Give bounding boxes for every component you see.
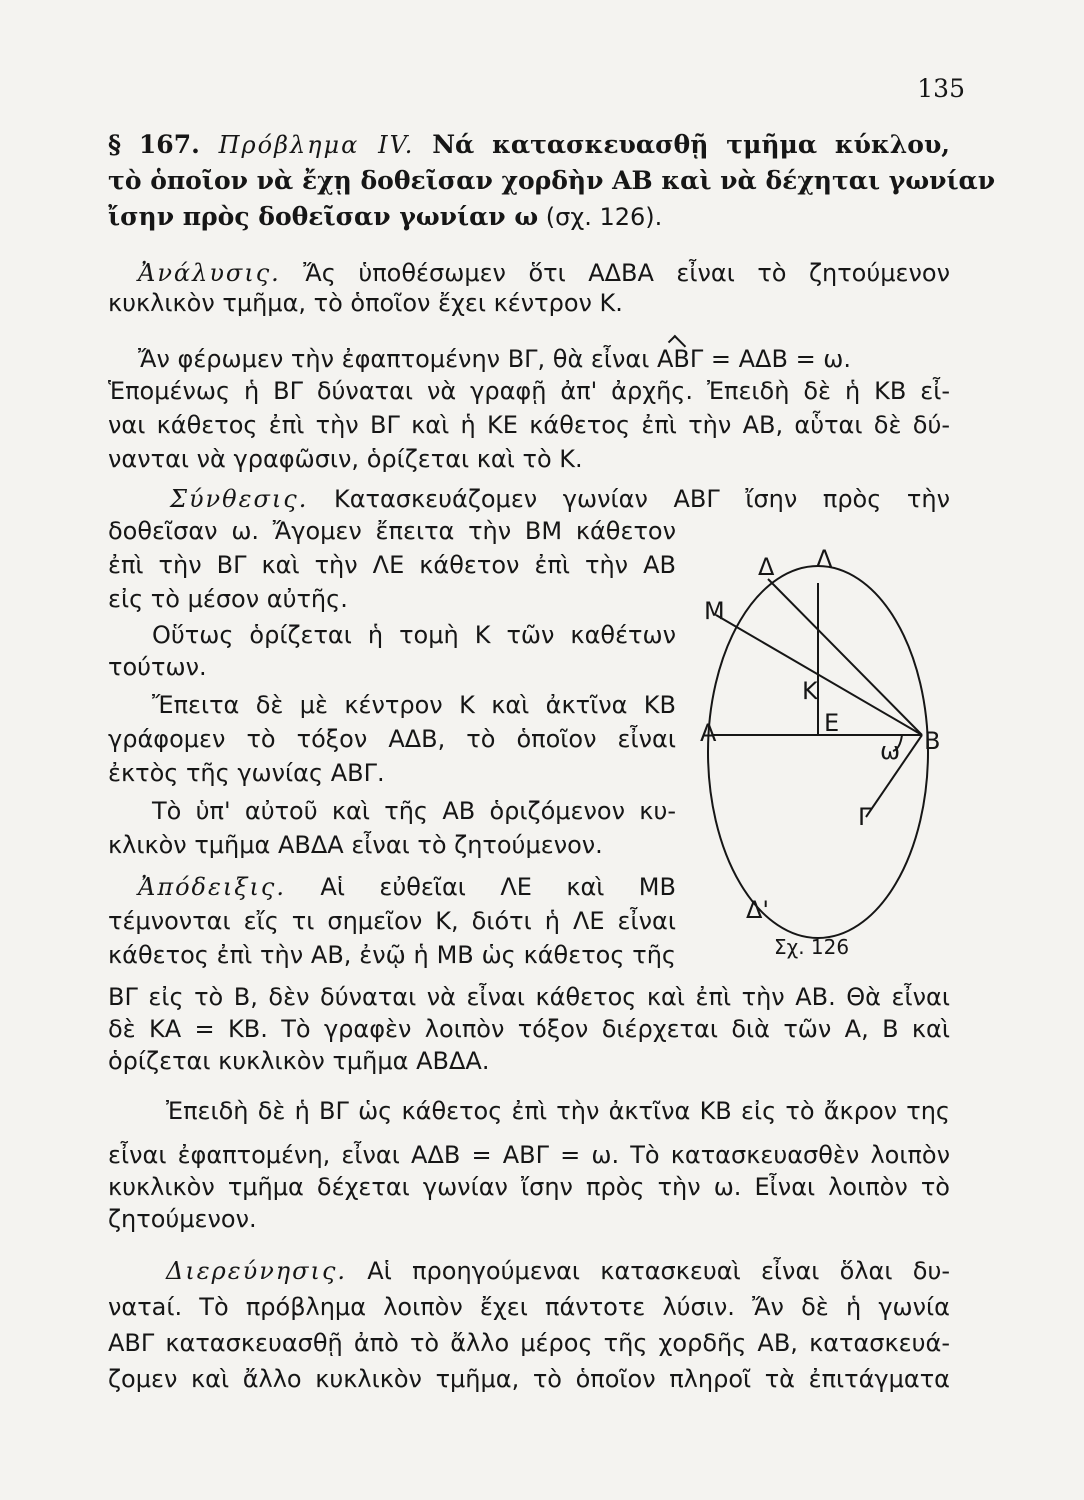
- proof-line-10: ζητούμενον.: [108, 1205, 257, 1233]
- problem-line-1: [108, 130, 950, 160]
- synthesis-line-3: ἐπὶ τὴν ΒΓ καὶ τὴν ΛΕ κάθετον ἐπὶ τὴν ΑΒ: [108, 551, 676, 579]
- synthesis-line-5: Οὕτως ὁρίζεται ἡ τομὴ Κ τῶν καθέτων: [152, 621, 676, 649]
- proof-line-8: εἶναι ἐφαπτομένη, εἶναι ΑΔΒ = ΑΒΓ = ω. Τὸ κατασκευασθὲν λοιπὸν: [108, 1141, 950, 1169]
- figure-caption: Σχ. 126: [774, 935, 850, 959]
- proof-line-1: Ἀπόδειξις. Αἱ εὐθεῖαι ΛΕ καὶ ΜΒ: [138, 873, 676, 901]
- label-beta: Β: [924, 727, 941, 755]
- problem-text: Νά κατασκευασθῇ τμῆμα κύκλου,: [414, 130, 950, 159]
- label-epsilon: Ε: [824, 709, 840, 737]
- synthesis-line-10: Τὸ ὑπ' αὐτοῦ καὶ τῆς ΑΒ ὁριζόμενον κυ-: [152, 797, 676, 825]
- section-number: § 167.: [108, 130, 200, 159]
- discussion-line-4: ζομεν καὶ ἄλλο κυκλικὸν τμῆμα, τὸ ὁποῖον πληροῖ τὰ ἐπιτάγματα: [108, 1365, 950, 1393]
- line-delta-b: [768, 579, 922, 735]
- figure-126: [690, 545, 960, 975]
- analysis-line-5: ναι κάθετος ἐπὶ τὴν ΒΓ καὶ ἡ ΚΕ κάθετος ἐπὶ τὴν ΑΒ, αὗται δὲ δύ-: [108, 411, 950, 439]
- discussion-line-1: Διερεύνησις. Αἱ προηγούμεναι κατασκευαὶ εἶναι ὅλαι δυ-: [166, 1257, 950, 1285]
- analysis-heading: Ἀνάλυσις.: [138, 259, 281, 287]
- analysis-line-6: νανται νὰ γραφῶσιν, ὁρίζεται καὶ τὸ Κ.: [108, 445, 583, 473]
- synthesis-line-9: ἐκτὸς τῆς γωνίας ΑΒΓ.: [108, 759, 385, 787]
- proof-line-6: ὁρίζεται κυκλικὸν τμῆμα ΑΒΔΑ.: [108, 1047, 490, 1075]
- discussion-line-3: ΑΒΓ κατασκευασθῇ ἀπὸ τὸ ἄλλο μέρος τῆς χορδῆς ΑΒ, κατασκευά-: [108, 1329, 950, 1357]
- discussion-line-2: νατaί. Τὸ πρόβλημα λοιπὸν ἔχει πάντοτε λύσιν. Ἄν δὲ ἡ γωνία: [108, 1293, 950, 1321]
- label-delta: Δ: [758, 553, 775, 581]
- synthesis-line-2: δοθεῖσαν ω. Ἄγομεν ἔπειτα τὴν ΒΜ κάθετον: [108, 517, 676, 545]
- proof-heading: Ἀπόδειξις.: [138, 873, 286, 901]
- geometry-diagram: [690, 555, 960, 975]
- synthesis-heading: Σύνθεσις.: [170, 485, 309, 513]
- synthesis-line-11: κλικὸν τμῆμα ΑΒΔΑ εἶναι τὸ ζητούμενον.: [108, 831, 603, 859]
- problem-label: Πρόβλημα IV.: [199, 131, 415, 159]
- synthesis-line-7: Ἔπειτα δὲ μὲ κέντρον Κ καὶ ἀκτῖνα ΚΒ: [152, 691, 676, 719]
- label-omega: ω: [880, 737, 901, 765]
- label-alpha: Α: [700, 719, 717, 747]
- label-lambda: Λ: [816, 545, 833, 573]
- proof-line-2: τέμνονται εἴς τι σημεῖον Κ, διότι ἡ ΛΕ εἶναι: [108, 907, 676, 935]
- synthesis-line-4: εἰς τὸ μέσον αὐτῆς.: [108, 585, 348, 613]
- synthesis-line-1: Σύνθεσις. Κατασκευάζομεν γωνίαν ΑΒΓ ἴσην πρὸς τὴν: [170, 485, 950, 513]
- problem-line-3: ἴσην πρὸς δοθεῖσαν γωνίαν ω (σχ. 126).: [108, 202, 663, 231]
- proof-line-7: Ἐπειδὴ δὲ ἡ ΒΓ ὡς κάθετος ἐπὶ τὴν ἀκτῖνα ΚΒ εἰς τὸ ἄκρον της: [166, 1097, 950, 1125]
- label-kappa: Κ: [802, 677, 818, 705]
- analysis-line-2: κυκλικὸν τμῆμα, τὸ ὁποῖον ἔχει κέντρον Κ.: [108, 289, 623, 317]
- analysis-line-3: Ἄν φέρωμεν τὴν ἐφαπτομένην ΒΓ, θὰ εἶναι ΑΒΓ = ΑΔΒ = ω.: [138, 345, 852, 373]
- synthesis-line-6: τούτων.: [108, 653, 207, 681]
- page-number: 135: [917, 74, 965, 103]
- analysis-line-4: Ἑπομένως ἡ ΒΓ δύναται νὰ γραφῇ ἀπ' ἀρχῆς. Ἐπειδὴ δὲ ἡ ΚΒ εἶ-: [108, 377, 950, 405]
- label-delta-prime: Δ': [746, 896, 770, 924]
- proof-line-9: κυκλικὸν τμῆμα δέχεται γωνίαν ἴσην πρὸς τὴν ω. Εἶναι λοιπὸν τὸ: [108, 1173, 950, 1201]
- discussion-heading: Διερεύνησις.: [166, 1257, 348, 1285]
- label-mu: Μ: [704, 597, 725, 625]
- proof-line-4: ΒΓ εἰς τὸ Β, δὲν δύναται νὰ εἶναι κάθετος καὶ ἐπὶ τὴν ΑΒ. Θὰ εἶναι: [108, 983, 950, 1011]
- analysis-line-1: Ἀνάλυσις. Ἄς ὑποθέσωμεν ὅτι ΑΔΒΑ εἶναι τὸ ζητούμενον: [138, 259, 950, 287]
- proof-line-3: κάθετος ἐπὶ τὴν ΑΒ, ἐνῷ ἡ ΜΒ ὡς κάθετος τῆς: [108, 941, 676, 969]
- angle-abg-ad-b-equation: ΑΒΓ = ΑΔΒ = ω.: [657, 345, 852, 373]
- synthesis-line-8: γράφομεν τὸ τόξον ΑΔΒ, τὸ ὁποῖον εἶναι: [108, 725, 676, 753]
- problem-line-2: τὸ ὁποῖον νὰ ἔχῃ δοθεῖσαν χορδὴν ΑΒ καὶ νὰ δέχηται γωνίαν: [108, 166, 996, 195]
- label-gamma: Γ: [858, 803, 872, 831]
- proof-line-5: δὲ ΚΑ = ΚΒ. Τὸ γραφὲν λοιπὸν τόξον διέρχεται διὰ τῶν Α, Β καὶ: [108, 1015, 950, 1043]
